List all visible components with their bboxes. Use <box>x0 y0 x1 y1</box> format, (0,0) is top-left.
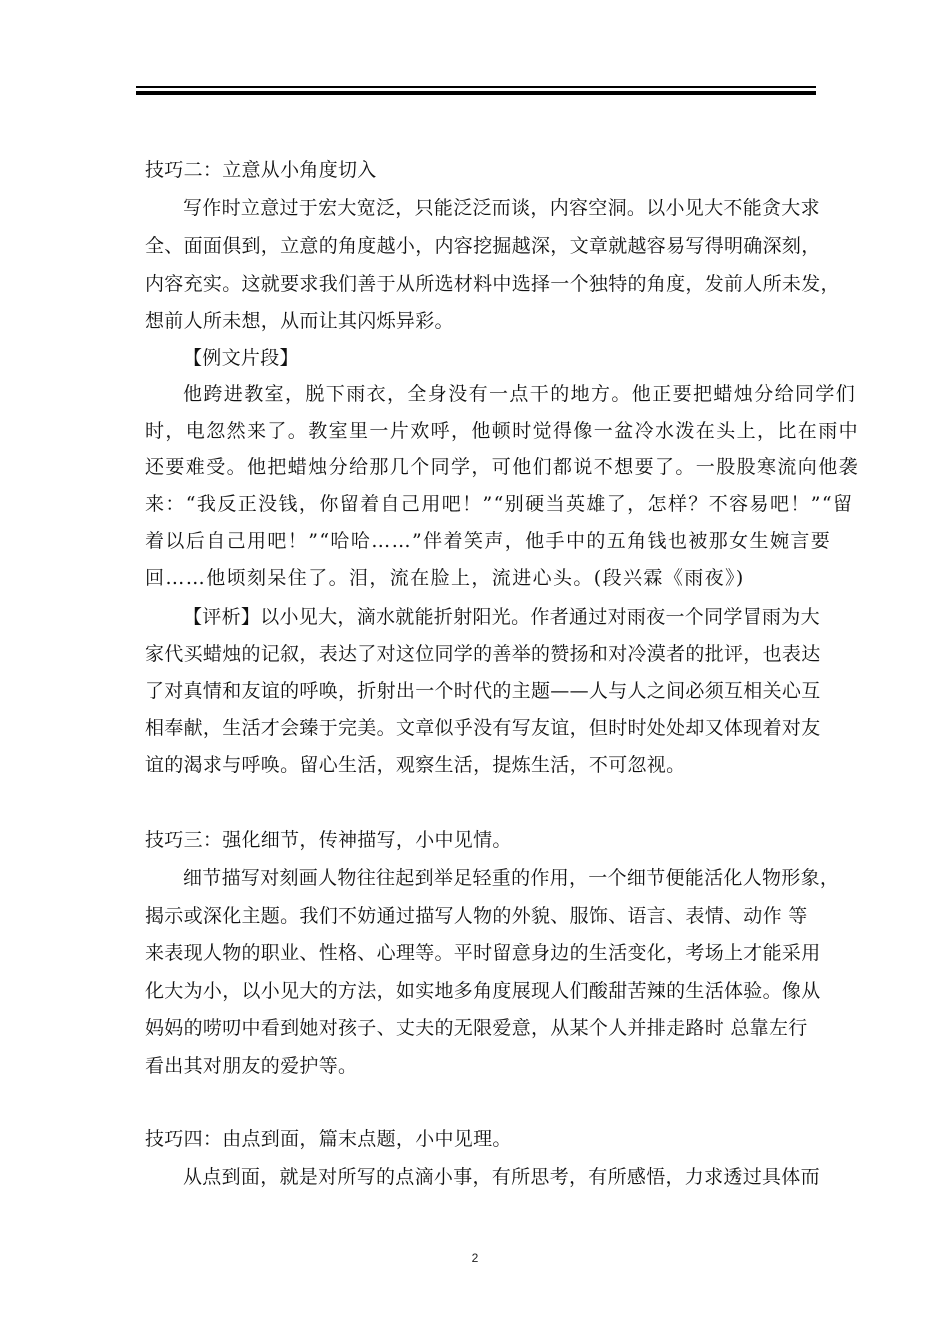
page-number: 2 <box>471 1251 479 1265</box>
paragraph-line: 内容充实。这就要求我们善于从所选材料中选择一个独特的角度，发前人所未发， <box>145 273 840 295</box>
paragraph-line: 全、面面俱到，立意的角度越小，内容挖掘越深，文章就越容易写得明确深刻， <box>145 235 821 257</box>
analysis-line: 家代买蜡烛的记叙，表达了对这位同学的善举的赞扬和对冷漠者的批评，也表达 <box>145 643 821 665</box>
example-line: 回……他顷刻呆住了。泪，流在脸上，流进心头。(段兴霖《雨夜》) <box>145 567 745 589</box>
section-heading: 技巧三：强化细节，传神描写，小中见情。 <box>145 829 512 851</box>
paragraph-line: 从点到面，就是对所写的点滴小事，有所思考，有所感悟，力求透过具体而 <box>183 1166 820 1188</box>
paragraph-line: 写作时立意过于宏大宽泛，只能泛泛而谈，内容空洞。以小见大不能贪大求 <box>183 197 820 219</box>
example-line: 他跨进教室，脱下雨衣，全身没有一点干的地方。他正要把蜡烛分给同学们 <box>183 383 857 405</box>
paragraph-line: 想前人所未想，从而让其闪烁异彩。 <box>145 310 454 332</box>
analysis-line: 【评析】以小见大，滴水就能折射阳光。作者通过对雨夜一个同学冒雨为大 <box>183 606 820 628</box>
example-line: 着以后自己用吧！”“哈哈……”伴着笑声，他手中的五角钱也被那女生婉言要 <box>145 530 832 552</box>
example-line: 还要难受。他把蜡烛分给那几个同学，可他们都说不想要了。一股股寒流向他袭 <box>145 456 860 478</box>
paragraph-line: 细节描写对刻画人物往往起到举足轻重的作用，一个细节便能活化人物形象， <box>183 867 840 889</box>
example-line: 时，电忽然来了。教室里一片欢呼，他顿时觉得像一盆冷水泼在头上，比在雨中 <box>145 420 860 442</box>
paragraph-line: 化大为小，以小见大的方法，如实地多角度展现人们酸甜苦辣的生活体验。像从 <box>145 980 821 1002</box>
analysis-line: 了对真情和友谊的呼唤，折射出一个时代的主题——人与人之间必须互相关心互 <box>145 680 821 702</box>
paragraph-line: 看出其对朋友的爱护等。 <box>145 1055 358 1077</box>
paragraph-line: 揭示或深化主题。我们不妨通过描写人物的外貌、服饰、语言、表情、动作 等 <box>145 905 808 927</box>
header-rule-thin <box>136 86 816 88</box>
section-heading: 技巧四：由点到面，篇末点题，小中见理。 <box>145 1128 512 1150</box>
paragraph-line: 妈妈的唠叨中看到她对孩子、丈夫的无限爱意，从某个人并排走路时 总靠左行 <box>145 1017 808 1039</box>
analysis-line: 相奉献，生活才会臻于完美。文章似乎没有写友谊，但时时处处却又体现着对友 <box>145 717 821 739</box>
header-rule-thick <box>136 91 816 95</box>
section-heading: 技巧二：立意从小角度切入 <box>145 159 377 181</box>
analysis-line: 谊的渴求与呼唤。留心生活，观察生活，提炼生活，不可忽视。 <box>145 754 686 776</box>
example-label: 【例文片段】 <box>183 347 299 369</box>
paragraph-line: 来表现人物的职业、性格、心理等。平时留意身边的生活变化，考场上才能采用 <box>145 942 821 964</box>
example-line: 来：“我反正没钱，你留着自己用吧！”“别硬当英雄了，怎样？不容易吧！”“留 <box>145 493 854 515</box>
